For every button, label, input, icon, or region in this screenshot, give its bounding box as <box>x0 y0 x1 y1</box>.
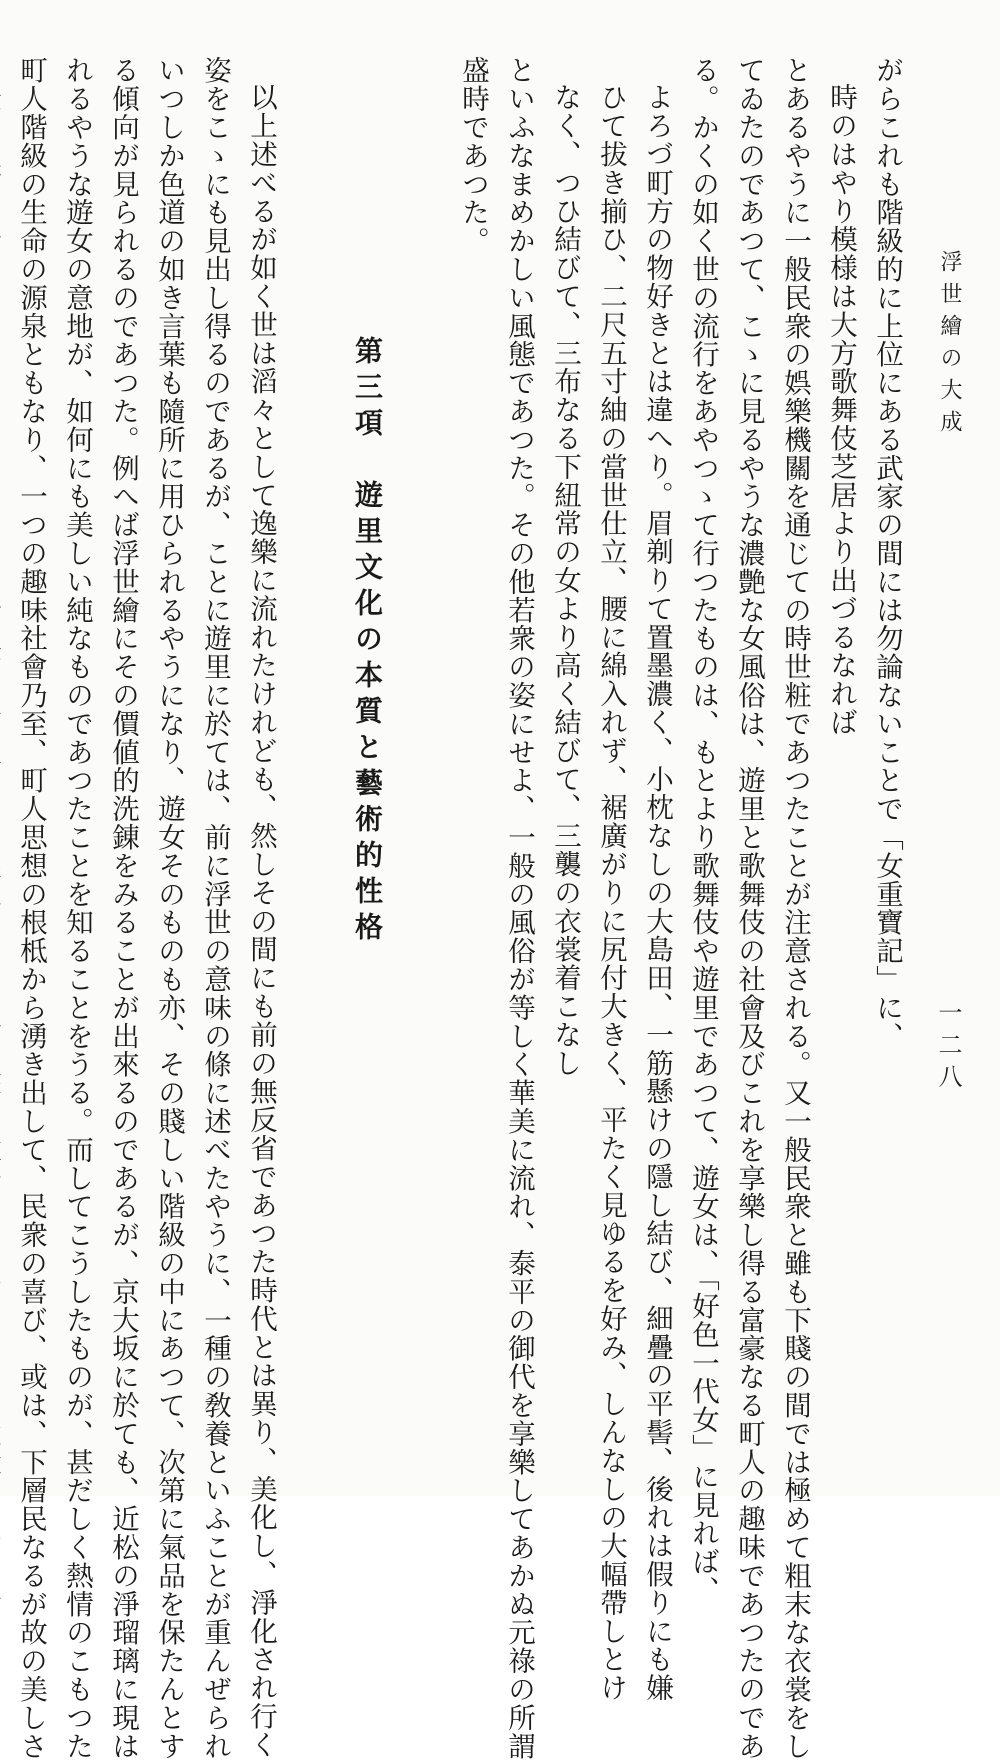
text-line-2: とあるやうに一般民衆の娯樂機關を通じての時世粧であつたことが注意される。又一般民衆と雖も下賤の間では極めて粗末な衣裳をし <box>779 56 811 1760</box>
text-line-13 <box>0 56 8 1456</box>
text-line-10: る傾向が見られるのであつた。例へば浮世繪にその價値的洗錬をみることが出來るのであるが、京大坂に於ても、近松の淨瑠璃に現は <box>107 56 139 1760</box>
running-title: 浮世繪の大成 <box>937 250 962 442</box>
text-line-5: といふなまめかしい風態であつた。その他若衆の姿にせよ、一般の風俗が等しく華美に流れ、泰平の御代を享樂してあかぬ元祿の所謂 <box>503 56 535 1760</box>
quotation-line-4: なく、つひ結びて、三布なる下紐常の女より高く結びて、三襲の衣裳着こなし <box>549 83 581 1077</box>
quotation-line-3: ひて拔き揃ひ、二尺五寸紬の當世仕立、腰に綿入れず、裾廣がりに尻付大きく、平たく見ゆるを好み、しんなしの大幅帶しとけ <box>595 83 627 1702</box>
body-text <box>15 56 910 1760</box>
text-line-12: 町人階級の生命の源泉ともなり、一つの趣味社會乃至、町人思想の根柢から湧き出して、民衆の喜び、或は、下層民なるが故の美しさ <box>15 56 47 1760</box>
quotation-line-1: 時のはやり模様は大方歌舞伎芝居より出づるなれば <box>825 83 857 737</box>
text-line-9: いつしか色道の如き言葉も隨所に用ひられるやうになり、遊女そのものも亦、その賤しい階級の中にあつて、次第に氣品を保たんとす <box>153 56 185 1760</box>
quotation-line-2: よろづ町方の物好きとは違へり。眉剃りて置墨濃く、小枕なしの大島田、一筋懸けの隱し結び、細疊の平髻、後れは假りにも嫌 <box>641 83 673 1702</box>
text-line-11: れるやうな遊女の意地が、如何にも美しい純なものであつたことを知ることをうる。而してこうしたものが、甚だしく熱情のこもつた <box>61 56 93 1760</box>
blank-column <box>284 56 316 1456</box>
text-line-7: 以上述べるが如く世は滔々として逸樂に流れたけれども、然しその間にも前の無反省であつた時代とは異り、美化し、淨化され行く <box>245 83 277 1759</box>
text-line-4: る。かくの如く世の流行をあやつゝて行つたものは、もとより歌舞伎や遊里であつて、遊女は、「好色一代女」に見れば、 <box>687 56 719 1605</box>
text-line-6: 盛時であつた。 <box>457 56 489 255</box>
text-line-8: 姿をこゝにも見出し得るのであるが、ことに遊里に於ては、前に浮世の意味の條に述べたやうに、一種の敎養といふことが重んぜられ <box>199 56 231 1760</box>
blank-column <box>418 56 450 1456</box>
text-line-1: がらこれも階級的に上位にある武家の間には勿論ないことで「女重寶記」に、 <box>871 56 903 1050</box>
page-number: 一二八 <box>934 1000 962 1096</box>
text-line-3: てゐたのであつて、こゝに見るやうな濃艶な女風俗は、遊里と歌舞伎の社會及びこれを享樂し得る富豪なる町人の趣味であつたのであ <box>733 56 765 1760</box>
section-heading: 第三項 遊里文化の本質と藝術的性格 <box>351 336 384 948</box>
